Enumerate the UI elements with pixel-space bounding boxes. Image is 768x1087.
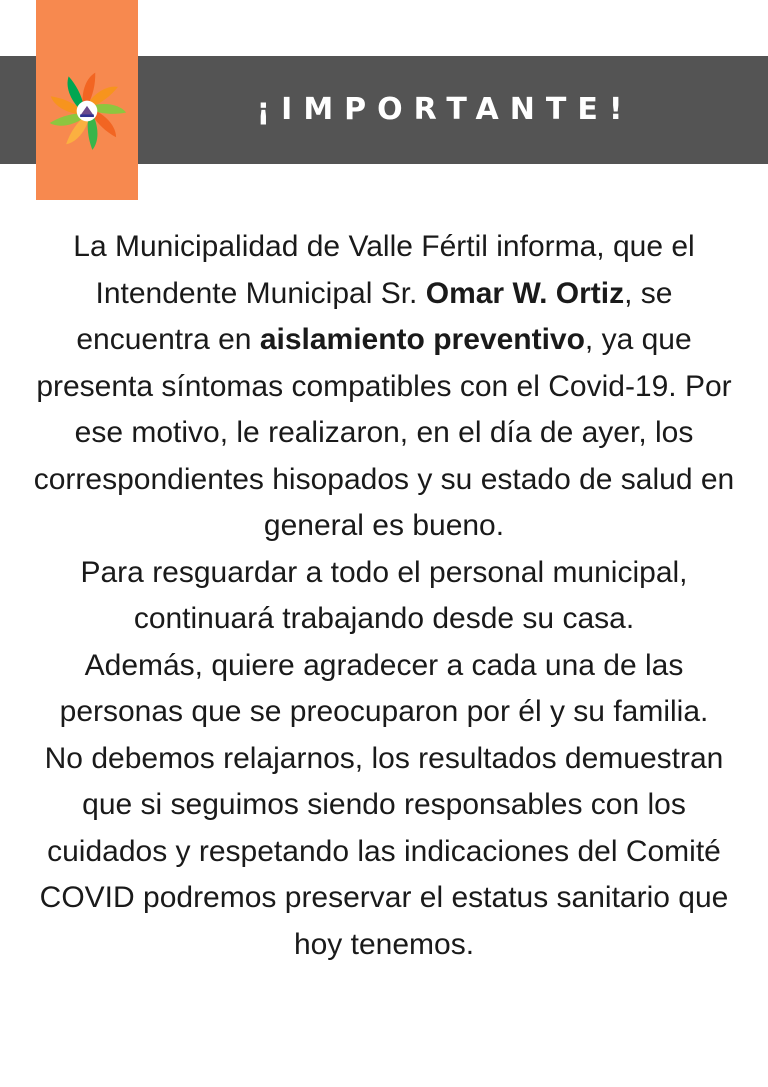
paragraph-1-rest: , ya que presenta síntomas compatibles con el Covid-19. Por ese motivo, le realizaron, en el día de ayer, los correspondientes hisopados y su estado de salud en general es bueno.: [33, 323, 735, 542]
paragraph-1-middle: , se encuentra en: [76, 276, 673, 356]
paragraph-2: Para resguardar a todo el personal municipal, continuará trabajando desde su casa.: [80, 555, 688, 635]
paragraph-1-intro: La Municipalidad de Valle Fértil informa, que el Intendente Municipal Sr.: [73, 230, 695, 310]
paragraph-1: [30, 224, 738, 550]
announcement-body: [30, 224, 738, 968]
mayor-name: Omar W. Ortiz: [425, 276, 625, 310]
page-title: ¡IMPORTANTE!: [256, 92, 634, 127]
isolation-status: aislamiento preventivo: [259, 323, 585, 356]
municipal-flower-logo-icon: [44, 68, 130, 154]
paragraph-4: No debemos relajarnos, los resultados demuestran que si seguimos siendo responsables con los cuidados y respetando las indicaciones del Comité COVID podremos preservar el estatus sanitario que hoy tenemos.: [39, 741, 729, 961]
paragraph-3: Además, quiere agradecer a cada una de las personas que se preocuparon por él y su familia.: [59, 648, 709, 728]
